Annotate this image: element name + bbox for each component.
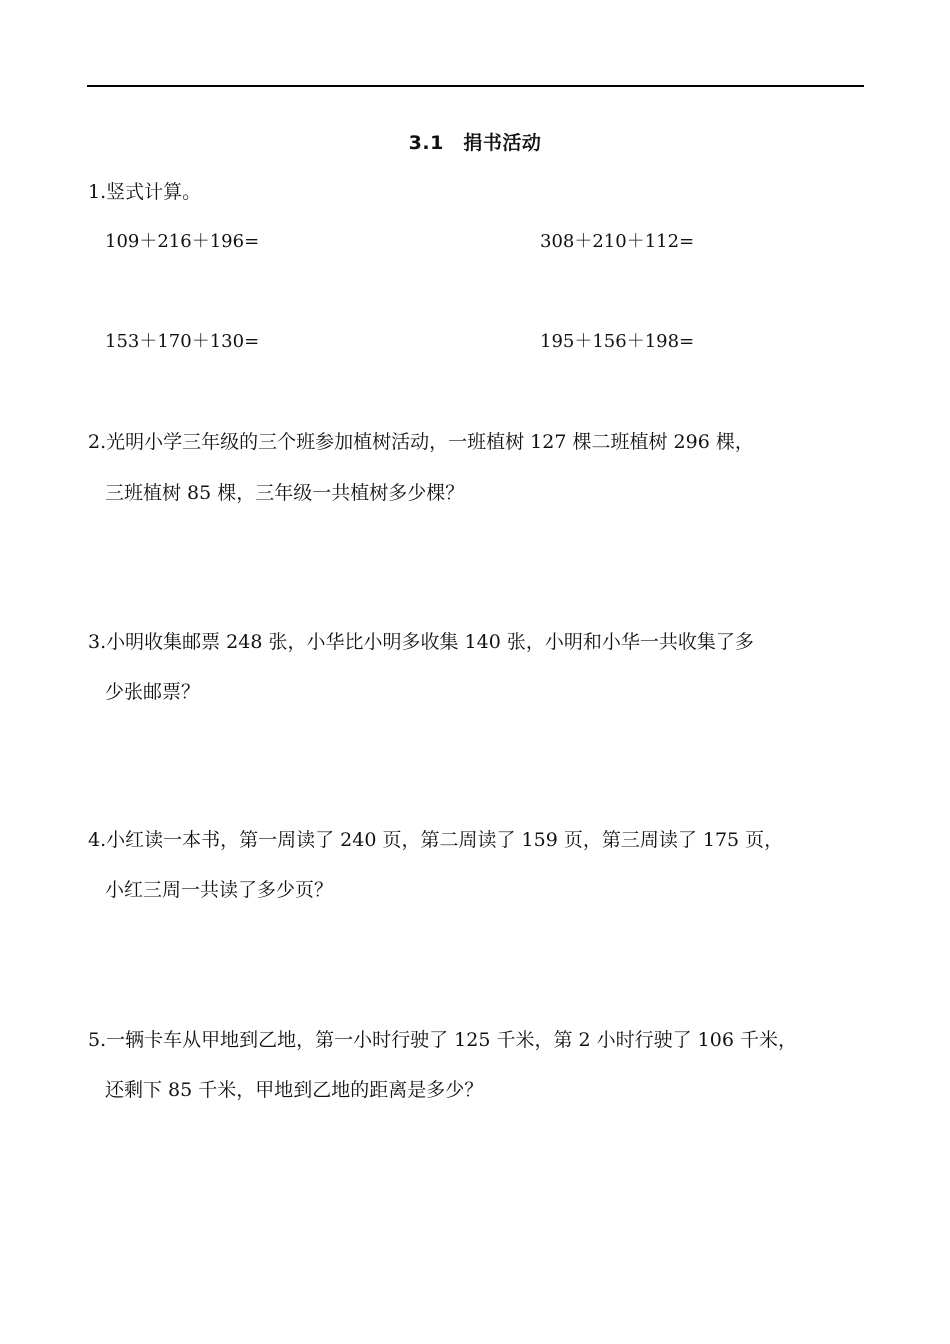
- question-5-line-1: 5.一辆卡车从甲地到乙地，第一小时行驶了 125 千米，第 2 小时行驶了 106 千米，: [88, 1029, 797, 1051]
- question-3-line-2: 少张邮票？: [105, 681, 201, 703]
- question-3-line-1: 3.小明收集邮票 248 张，小华比小明多收集 140 张，小明和小华一共收集了多: [88, 631, 754, 653]
- header-rule: [87, 85, 864, 87]
- calc-expression-1: 109＋216＋196=: [105, 231, 260, 252]
- calc-expression-3: 153＋170＋130=: [105, 331, 260, 352]
- page-title: 3.1 捐书活动: [408, 132, 542, 154]
- calc-expression-4: 195＋156＋198=: [540, 331, 695, 352]
- question-2-line-1: 2.光明小学三年级的三个班参加植树活动，一班植树 127 棵二班植树 296 棵，: [88, 431, 754, 453]
- calc-expression-2: 308＋210＋112=: [540, 231, 695, 252]
- question-4-line-1: 4.小红读一本书，第一周读了 240 页，第二周读了 159 页，第三周读了 175 页，: [88, 829, 784, 851]
- question-1-heading: 1.竖式计算。: [88, 181, 202, 203]
- question-2-line-2: 三班植树 85 棵，三年级一共植树多少棵？: [105, 482, 465, 504]
- question-5-line-2: 还剩下 85 千米，甲地到乙地的距离是多少？: [105, 1079, 484, 1101]
- question-4-line-2: 小红三周一共读了多少页？: [105, 879, 334, 901]
